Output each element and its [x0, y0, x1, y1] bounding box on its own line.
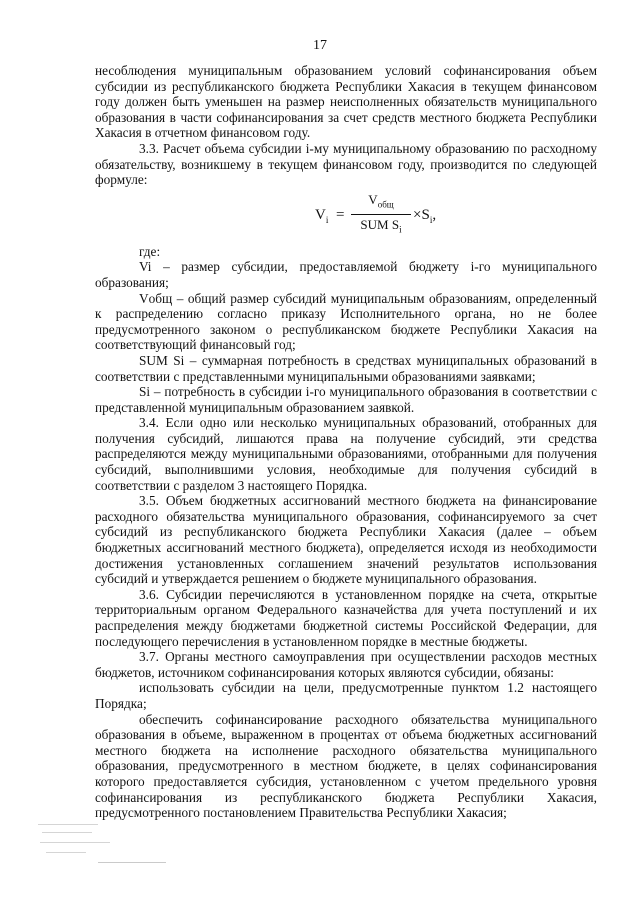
- paragraph-3-5: 3.5. Объем бюджетных ассигнований местного бюджета на финансирование расходного обязательства муниципального образования, софинансируемого за счет субсидий из республиканского бюджета Республики Хакасия (далее – объем бюджетных ассигнований местного бюджета), определяется исходя из необходимости достижения установленных соглашением значений результатов использования субсидий и утверждается решением о бюджете муниципального образования.: [95, 493, 597, 587]
- page-number: 17: [313, 38, 327, 53]
- paragraph: 3.3. Расчет объема субсидии i-му муниципальному образованию по расходному обязательству, возникшему в текущем финансовом году, производится по следующей формуле:: [95, 140, 597, 188]
- definition-vobsh: Vобщ – общий размер субсидий муниципальным образованиям, определенный к распределению согласно приказу Исполнительного органа, но не более предусмотренного законом о республиканском бюджете Республики Хакасия на соответствующий финансовый год;: [95, 290, 597, 353]
- paragraph-3-7: 3.7. Органы местного самоуправления при осуществлении расходов местных бюджетов, источником софинансирования которых являются субсидии, обязаны:: [95, 649, 597, 680]
- formula-equals: =: [336, 206, 345, 223]
- paragraph-3-4: 3.4. Если одно или несколько муниципальных образований, отобранных для получения субсидий, лишаются права на получение субсидий, эти средства распределяются между муниципальными образованиями, отобранными для получения субсидий, выполнившими условия, необходимые для получения субсидий в соответствии с разделом 3 настоящего Порядка.: [95, 415, 597, 493]
- formula-fraction: [351, 192, 411, 238]
- definition-sum-si: SUM Si – суммарная потребность в средствах муниципальных образований в соответствии с представленными муниципальными образованиями заявками;: [95, 352, 597, 384]
- subsidy-formula: [95, 192, 597, 240]
- paragraph-3-6: 3.6. Субсидии перечисляются в установленном порядке на счета, открытые территориальным органом Федерального казначейства для учета поступлений и их распределения между бюджетами бюджетной системы Российской Федерации, для последующего перечисления в установленном порядке в местные бюджеты.: [95, 586, 597, 649]
- formula-denominator: SUM $S_i$: [360, 216, 402, 235]
- where-label: где:: [139, 243, 161, 259]
- definition-vi: Vi – размер субсидии, предоставляемой бюджету i-го муниципального образования;: [95, 259, 597, 290]
- obligation-cofinancing: обеспечить софинансирование расходного обязательства муниципального образования в объеме, выраженном в процентах от объема бюджетных ассигнований местного бюджета на исполнение расходного обязательства муниципального образования, предусмотренного в местном бюджете, в целях софинансирования которого предоставляется субсидия, установленном с учетом предельного уровня софинансирования из республиканского бюджета Республики Хакасия, предусмотренного постановлением Правительства Республики Хакасия;: [95, 711, 597, 821]
- definition-si: Si – потребность в субсидии i-го муниципального образования в соответствии с представленной муниципальным образованием заявкой.: [95, 384, 597, 415]
- faded-stamp-mark: [38, 818, 168, 868]
- formula-numerator: $V_{общ}$: [351, 192, 411, 215]
- document-body: [95, 63, 597, 821]
- obligation-use-subsidies: использовать субсидии на цели, предусмотренные пунктом 1.2 настоящего Порядка;: [95, 680, 597, 711]
- formula-multiplier: $\times S_i$,: [413, 206, 437, 225]
- formula-lhs: $V_i$: [315, 206, 329, 225]
- paragraph: несоблюдения муниципальным образованием условий софинансирования объем субсидии из республиканского бюджета Республики Хакасия в текущем финансовом году должен быть уменьшен на размер неисполненных обязательств муниципального образования в части софинансирования за счет средств местного бюджета Республики Хакасия в отчетном финансовом году.: [95, 63, 597, 141]
